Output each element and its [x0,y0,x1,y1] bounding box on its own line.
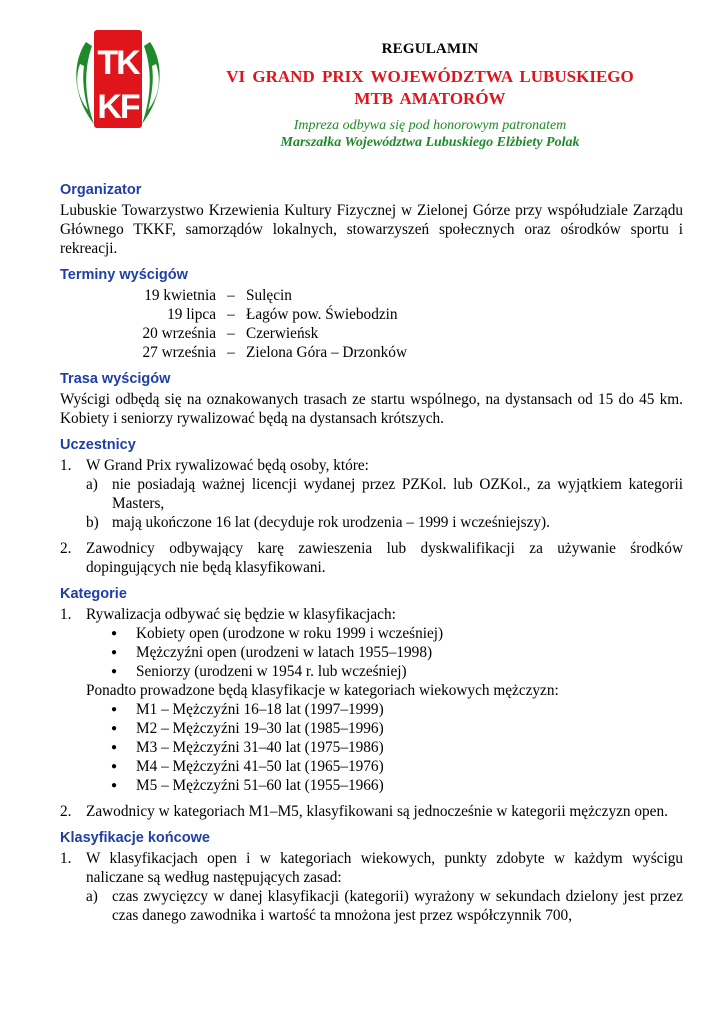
sub-list-letter: b) [86,514,99,531]
list-number: 1. [60,850,72,867]
sub-list-text: czas zwycięzcy w danej klasyfikacji (kategorii) wyrażony w sekundach dzielony jest przez czas danego zawodnika i wartość ta mnożona jest przez współczynnik 700, [112,888,683,924]
schedule-dash: – [227,344,235,361]
list-item [60,802,683,821]
bullet-text: Mężczyźni open (urodzeni w latach 1955–1998) [136,644,433,661]
section-heading-categories: Kategorie [60,586,127,602]
list-item [60,456,683,475]
document-title-line1: VI GRAND PRIX WOJEWÓDZTWA LUBUSKIEGO [226,67,634,86]
document-label: REGULAMIN [381,41,479,57]
schedule-date: 20 września [142,325,216,342]
list-number: 2. [60,540,72,557]
schedule-place: Łagów pow. Świebodzin [246,306,398,323]
bullet-icon: ● [111,666,118,677]
document-body [60,181,683,925]
bullet-item [111,700,683,719]
tkkf-logo [68,24,168,132]
schedule-date: 19 kwietnia [144,287,216,304]
bullet-icon: ● [111,704,118,715]
section-heading-final-classification: Klasyfikacje końcowe [60,830,210,846]
bullet-item [111,624,683,643]
schedule-dash: – [227,287,235,304]
bullet-icon: ● [111,761,118,772]
bullet-icon: ● [111,628,118,639]
schedule-dash: – [227,306,235,323]
document-title-line2: MTB AMATORÓW [354,89,506,108]
schedule-row [138,324,683,343]
bullet-item [111,662,683,681]
sub-list-item [86,887,683,925]
sub-list-text: nie posiadają ważnej licencji wydanej przez PZKol. lub OZKol., za wyjątkiem kategorii Masters, [112,476,683,512]
route-text: Wyścigi odbędą się na oznakowanych trasach ze startu wspólnego, na dystansach od 15 do 45 km. Kobiety i seniorzy rywalizować będą na dystansach krótszych. [60,391,683,427]
list-number: 2. [60,803,72,820]
list-number: 1. [60,606,72,623]
bullet-text: Seniorzy (urodzeni w 1954 r. lub wcześniej) [136,663,407,680]
list-text: Rywalizacja odbywać się będzie w klasyfikacjach: [86,606,396,623]
bullet-text: M1 – Mężczyźni 16–18 lat (1997–1999) [136,701,384,718]
logo-text-bottom: KF [97,88,139,126]
list-item [60,539,683,577]
bullet-icon: ● [111,742,118,753]
list-text: W Grand Prix rywalizować będą osoby, które: [86,457,369,474]
list-text: Zawodnicy w kategoriach M1–M5, klasyfikowani są jednocześnie w kategorii mężczyzn open. [86,803,668,820]
schedule-row [138,305,683,324]
bullet-icon: ● [111,647,118,658]
section-heading-schedule: Terminy wyścigów [60,267,188,283]
logo-text-top: TK [97,44,139,82]
list-item [60,605,683,624]
sub-list-text: mają ukończone 16 lat (decyduje rok urodzenia – 1999 i wcześniejszy). [112,514,550,531]
patronage-line1: Impreza odbywa się pod honorowym patronatem [293,118,567,133]
schedule-date: 27 września [142,344,216,361]
schedule-list [138,286,683,362]
bullet-text: M5 – Mężczyźni 51–60 lat (1955–1966) [136,777,384,794]
sub-list-letter: a) [86,888,98,905]
bullet-item [111,738,683,757]
schedule-place: Zielona Góra – Drzonków [246,344,407,361]
age-categories-intro: Ponadto prowadzone będą klasyfikacje w kategoriach wiekowych mężczyzn: [86,682,559,699]
sub-list-item [86,513,683,532]
sub-list-item [86,475,683,513]
schedule-row [138,286,683,305]
schedule-place: Sulęcin [246,287,292,304]
list-text: W klasyfikacjach open i w kategoriach wiekowych, punkty zdobyte w każdym wyścigu naliczane są według następujących zasad: [86,850,683,886]
bullet-text: M3 – Mężczyźni 31–40 lat (1975–1986) [136,739,384,756]
schedule-date: 19 lipca [167,306,216,323]
bullet-item [111,643,683,662]
bullet-icon: ● [111,780,118,791]
bullet-text: M4 – Mężczyźni 41–50 lat (1965–1976) [136,758,384,775]
section-heading-participants: Uczestnicy [60,437,136,453]
bullet-text: Kobiety open (urodzone w roku 1999 i wcześniej) [136,625,444,642]
bullet-text: M2 – Mężczyźni 19–30 lat (1985–1996) [136,720,384,737]
bullet-item [111,776,683,795]
schedule-place: Czerwieńsk [246,325,319,342]
list-item [60,849,683,887]
organizer-text: Lubuskie Towarzystwo Krzewienia Kultury Fizycznej w Zielonej Górze przy współudziale Zarządu Głównego TKKF, samorządów lokalnych, stowarzyszeń społecznych oraz ośrodków sportu i rekreacji. [60,202,683,257]
bullet-item [111,719,683,738]
section-heading-organizer: Organizator [60,182,142,198]
sub-list-letter: a) [86,476,98,493]
schedule-row [138,343,683,362]
patronage-line2: Marszałka Województwa Lubuskiego Elżbiety Polak [280,135,580,150]
bullet-icon: ● [111,723,118,734]
list-number: 1. [60,457,72,474]
section-heading-route: Trasa wyścigów [60,371,171,387]
schedule-dash: – [227,325,235,342]
list-text: Zawodnicy odbywający karę zawieszenia lub dyskwalifikacji za używanie środków dopingujących nie będą klasyfikowani. [86,540,683,576]
bullet-item [111,757,683,776]
